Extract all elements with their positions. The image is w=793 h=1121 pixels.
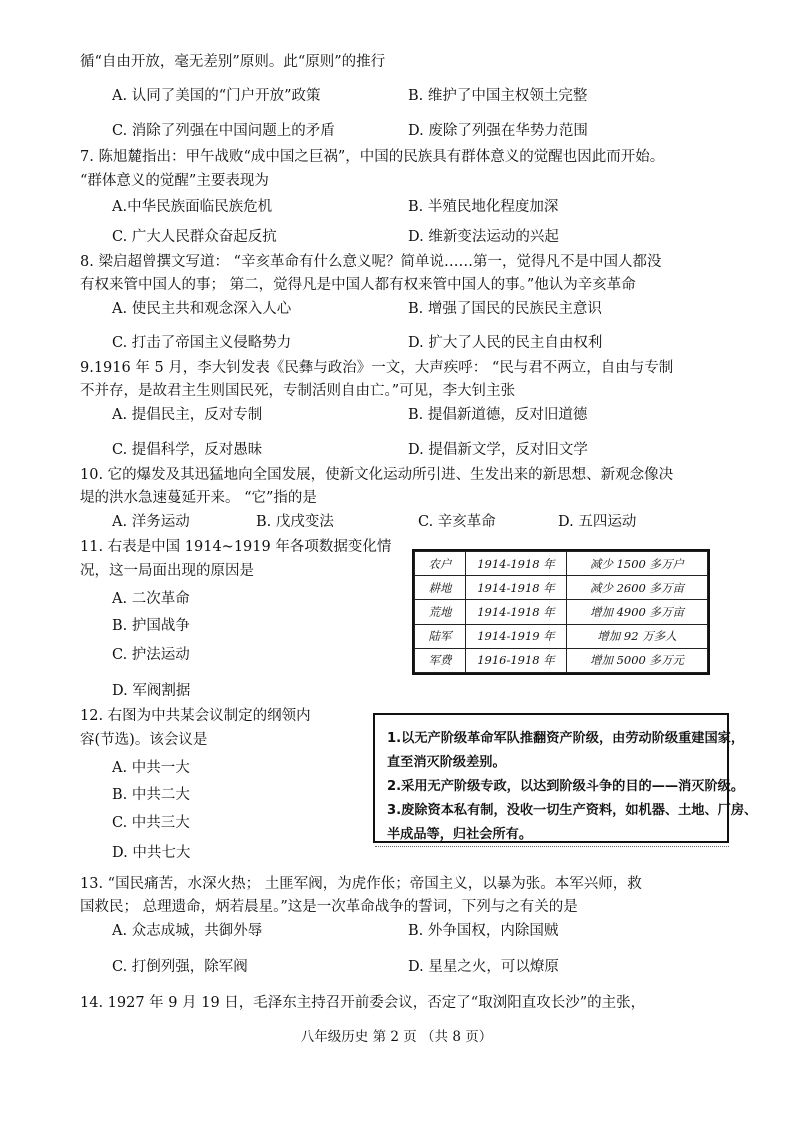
option-c: C. 打击了帝国主义侵略势力 — [112, 335, 292, 351]
program-line: 3.废除资本私有制，没收一切生产资料，如机器、土地、厂房、 — [387, 803, 758, 818]
option-d: D. 废除了列强在华势力范围 — [408, 123, 588, 139]
option-a: A. 提倡民主，反对专制 — [112, 407, 263, 423]
option-a: A. 中共一大 — [112, 760, 190, 776]
table-cell: 耕地 — [415, 576, 466, 600]
table-cell: 军费 — [415, 648, 466, 672]
option-a: A. 使民主共和观念深入人心 — [112, 301, 292, 317]
question-8-line2: 有权来管中国人的事； 第二，觉得凡是中国人都有权来管中国人的事。”他认为辛亥革命 — [80, 277, 636, 293]
option-a: A.中华民族面临民族危机 — [112, 199, 273, 215]
option-d: D. 星星之火，可以燎原 — [408, 959, 559, 975]
option-d: D. 军阀割据 — [112, 683, 191, 699]
table-row — [415, 552, 708, 576]
data-table — [412, 549, 710, 675]
question-7: 7. 陈旭麓指出：甲午战败“成中国之巨祸”，中国的民族具有群体意义的觉醒也因此而开始。 — [80, 149, 665, 165]
question-13: 13. “国民痛苦，水深火热； 土匪军阀，为虎作伥；帝国主义，以暴为张。本军兴师，救 — [80, 876, 642, 892]
question-12-line2: 容(节选)。该会议是 — [80, 732, 208, 748]
table-row — [415, 576, 708, 600]
table-cell: 1914-1918 年 — [466, 552, 567, 576]
option-b: B. 增强了国民的民族民主意识 — [408, 301, 602, 317]
option-b: B. 戊戌变法 — [256, 514, 334, 530]
table-cell: 减少 1500 多万户 — [567, 552, 708, 576]
program-line: 2.采用无产阶级专政，以达到阶级斗争的目的——消灭阶级。 — [387, 779, 745, 794]
program-line: 1.以无产阶级革命军队推翻资产阶级，由劳动阶级重建国家， — [387, 731, 745, 746]
option-b: B. 中共二大 — [112, 787, 190, 803]
option-c: C. 护法运动 — [112, 647, 190, 663]
question-10: 10. 它的爆发及其迅猛地向全国发展，使新文化运动所引进、生发出来的新思想、新观念像决 — [80, 467, 674, 483]
question-14: 14. 1927 年 9 月 19 日，毛泽东主持召开前委会议，否定了“取浏阳直攻长沙”的主张， — [80, 995, 646, 1011]
option-b: B. 提倡新道德，反对旧道德 — [408, 407, 588, 423]
option-d: D. 提倡新文学，反对旧文学 — [408, 442, 588, 458]
question-13-line2: 国救民； 总理遗命，炳若晨星。”这是一次革命战争的誓词，下列与之有关的是 — [80, 899, 578, 915]
table-cell: 减少 2600 多万亩 — [567, 576, 708, 600]
table-cell: 荒地 — [415, 600, 466, 624]
option-b: B. 外争国权，内除国贼 — [408, 923, 559, 939]
question-7-line2: “群体意义的觉醒”主要表现为 — [80, 173, 269, 189]
question-8: 8. 梁启超曾撰文写道： “辛亥革命有什么意义呢？简单说……第一，觉得凡不是中国人都没 — [80, 254, 662, 270]
option-d: D. 扩大了人民的民主自由权利 — [408, 335, 603, 351]
table-row — [415, 600, 708, 624]
option-b: B. 维护了中国主权领土完整 — [408, 88, 588, 104]
table-cell: 1916-1918 年 — [466, 648, 567, 672]
option-b: B. 半殖民地化程度加深 — [408, 199, 559, 215]
option-d: D. 维新变法运动的兴起 — [408, 229, 559, 245]
question-9: 9.1916 年 5 月，李大钊发表《民彝与政治》一文，大声疾呼： “民与君不两立，自由与专制 — [80, 360, 674, 376]
page-footer: 八年级历史 第 2 页 （共 8 页） — [300, 1029, 493, 1045]
question-11-line2: 况，这一局面出现的原因是 — [80, 563, 254, 579]
table-row — [415, 648, 708, 672]
question-text-line: 循“自由开放，毫无差别”原则。此“原则”的推行 — [80, 54, 386, 70]
option-c: C. 辛亥革命 — [418, 514, 496, 530]
table-cell: 增加 5000 多万元 — [567, 648, 708, 672]
option-a: A. 洋务运动 — [112, 514, 190, 530]
option-d: D. 中共七大 — [112, 845, 191, 861]
option-c: C. 广大人民群众奋起反抗 — [112, 229, 277, 245]
table-row — [415, 624, 708, 648]
question-9-line2: 不并存，是故君主生则国民死，专制活则自由亡。”可见，李大钊主张 — [80, 383, 516, 399]
option-c: C. 打倒列强，除军阀 — [112, 959, 248, 975]
program-line: 直至消灭阶级差别。 — [387, 755, 506, 770]
option-a: A. 众志成城，共御外辱 — [112, 923, 263, 939]
option-a: A. 二次革命 — [112, 591, 190, 607]
question-11: 11. 右表是中国 1914~1919 年各项数据变化情 — [80, 539, 392, 555]
option-c: C. 提倡科学，反对愚昧 — [112, 442, 263, 458]
program-line: 半成品等，归社会所有。 — [387, 827, 533, 842]
program-excerpt-box — [373, 713, 758, 843]
table-cell: 1914-1919 年 — [466, 624, 567, 648]
option-b: B. 护国战争 — [112, 618, 190, 634]
option-c: C. 消除了列强在中国问题上的矛盾 — [112, 123, 335, 139]
option-a: A. 认同了美国的“门户开放”政策 — [112, 88, 321, 104]
table-cell: 1914-1918 年 — [466, 600, 567, 624]
table-cell: 陆军 — [415, 624, 466, 648]
divider — [375, 846, 729, 847]
table-cell: 农户 — [415, 552, 466, 576]
question-12: 12. 右图为中共某会议制定的纲领内 — [80, 708, 311, 724]
table-cell: 增加 92 万多人 — [567, 624, 708, 648]
option-d: D. 五四运动 — [558, 514, 637, 530]
option-c: C. 中共三大 — [112, 815, 190, 831]
table-cell: 增加 4900 多万亩 — [567, 600, 708, 624]
question-10-line2: 堤的洪水急速蔓延开来。 “它”指的是 — [80, 490, 317, 506]
table-cell: 1914-1918 年 — [466, 576, 567, 600]
